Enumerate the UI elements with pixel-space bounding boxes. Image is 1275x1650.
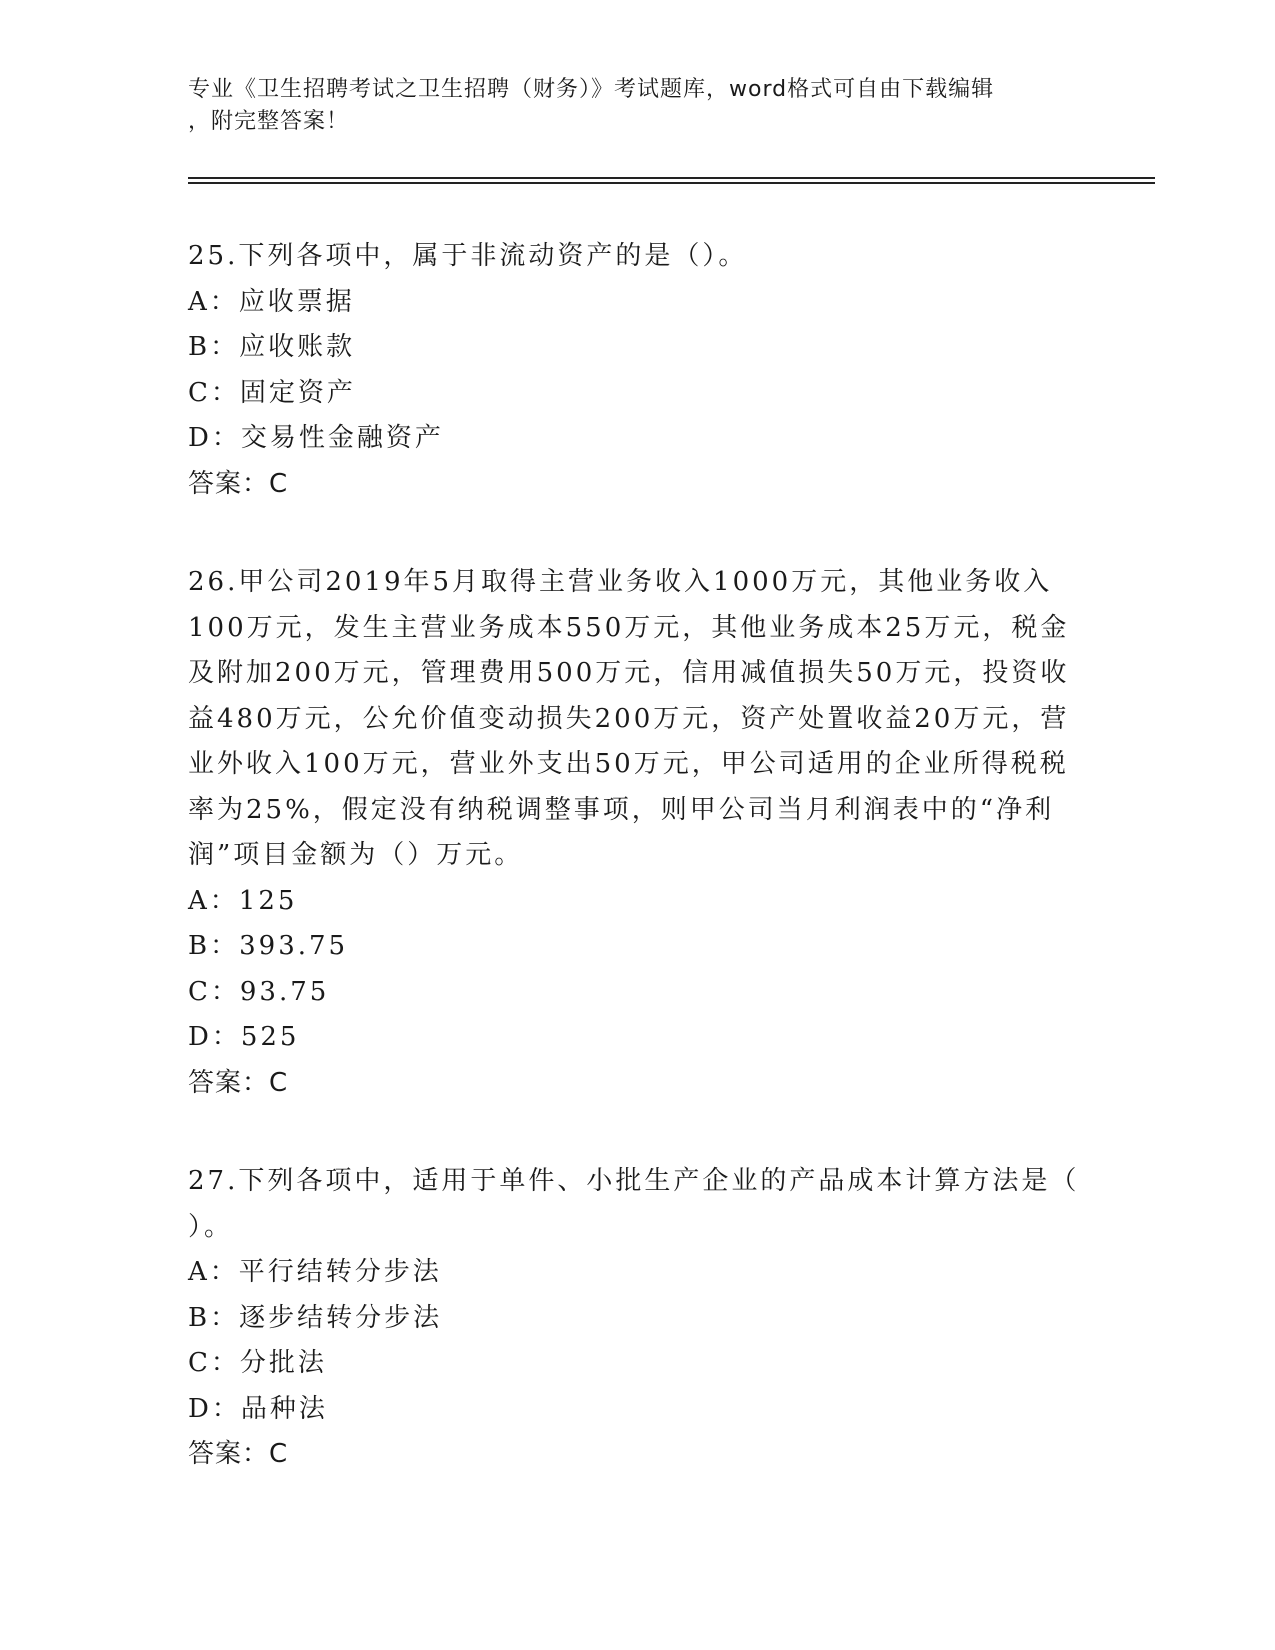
header-line-1: 专业《卫生招聘考试之卫生招聘（财务）》考试题库，word格式可自由下载编辑 — [188, 77, 995, 102]
question-stem — [188, 560, 1088, 879]
stem-line: 100万元，发生主营业务成本550万元，其他业务成本25万元，税金 — [188, 612, 1070, 643]
header-divider-bottom — [188, 182, 1155, 184]
option-c: C：93.75 — [188, 976, 330, 1007]
option-a: A：125 — [188, 885, 298, 916]
stem-line: 25.下列各项中，属于非流动资产的是（）。 — [188, 241, 748, 271]
question-25 — [188, 234, 1088, 507]
document-header — [188, 74, 1088, 138]
option-d: D：525 — [188, 1022, 300, 1052]
question-27 — [188, 1159, 1088, 1478]
stem-line: ）。 — [188, 1211, 234, 1242]
header-line-2: ，附完整答案！ — [188, 109, 350, 134]
option-b: B：应收账款 — [188, 332, 356, 362]
option-b: B：逐步结转分步法 — [188, 1302, 443, 1333]
stem-line: 27.下列各项中，适用于单件、小批生产企业的产品成本计算方法是（ — [188, 1166, 1080, 1196]
answer-line: 答案：C — [188, 468, 289, 499]
stem-line: 业外收入100万元，营业外支出50万元，甲公司适用的企业所得税税 — [188, 749, 1069, 779]
option-c: C：固定资产 — [188, 377, 356, 408]
option-d: D：交易性金融资产 — [188, 423, 444, 453]
header-divider-top — [188, 177, 1155, 179]
option-a: A：平行结转分步法 — [188, 1257, 442, 1287]
stem-line: 率为25%，假定没有纳税调整事项，则甲公司当月利润表中的“净利 — [188, 794, 1055, 825]
question-stem — [188, 234, 1088, 280]
option-b: B：393.75 — [188, 931, 349, 961]
stem-line: 益480万元，公允价值变动损失200万元，资产处置收益20万元，营 — [188, 703, 1070, 734]
answer-line: 答案：C — [188, 1067, 289, 1098]
option-a: A：应收票据 — [188, 286, 355, 317]
question-26 — [188, 560, 1088, 1106]
option-d: D：品种法 — [188, 1393, 328, 1424]
stem-line: 26.甲公司2019年5月取得主营业务收入1000万元，其他业务收入 — [188, 567, 1053, 597]
stem-line: 及附加200万元，管理费用500万元，信用减值损失50万元，投资收 — [188, 658, 1070, 688]
option-c: C：分批法 — [188, 1348, 327, 1378]
answer-line: 答案：C — [188, 1439, 289, 1469]
question-stem — [188, 1159, 1088, 1250]
stem-line: 润”项目金额为（）万元。 — [188, 840, 524, 870]
question-list — [188, 234, 1088, 1531]
